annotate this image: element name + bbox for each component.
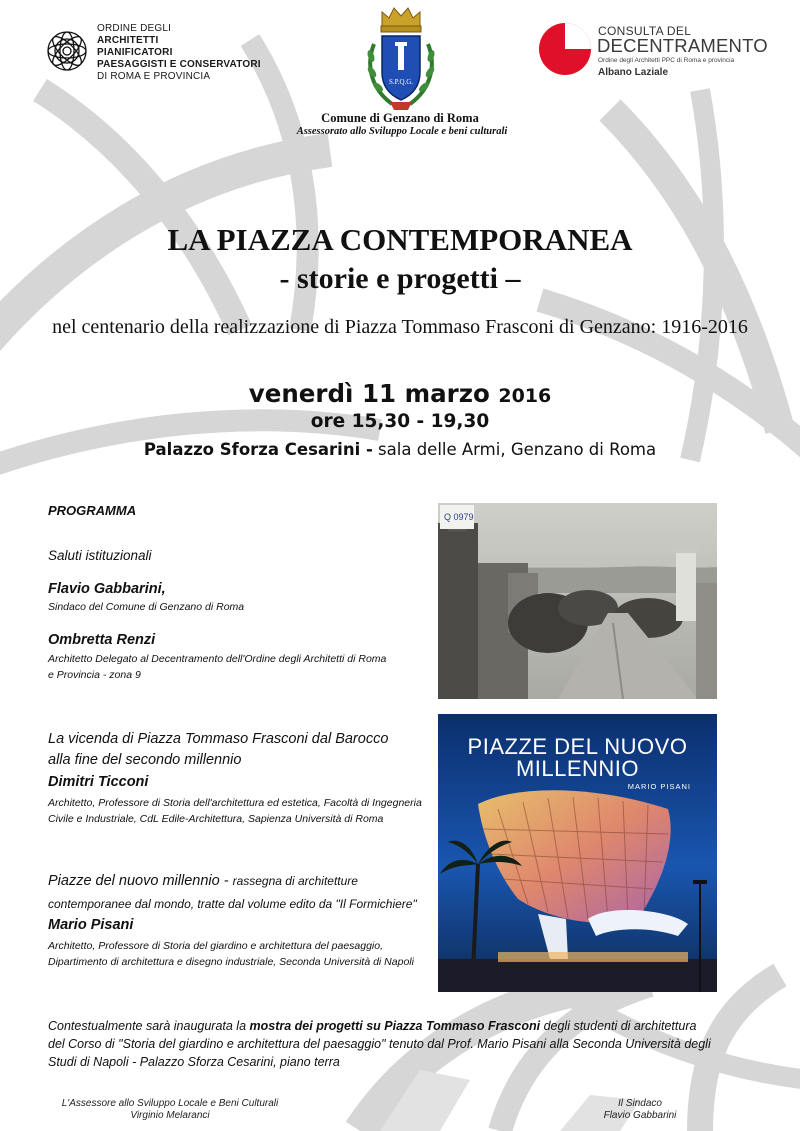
event-date-main: venerdì 11 marzo [248,379,499,408]
comune-subtitle: Assessorato allo Sviluppo Locale e beni culturali [296,126,508,137]
program-greetings: Saluti istituzionali [48,548,152,563]
consulta-line-2: DECENTRAMENTO [597,35,768,56]
event-time: ore 15,30 - 19,30 [310,411,490,432]
consulta-line-1: CONSULTA DEL [598,24,692,38]
speaker-2-role-line-1: Architetto Delegato al Decentramento dell'Ordine degli Architetti di Roma [48,653,387,665]
event-subtitle: - storie e progetti – [279,262,521,295]
book-cover [438,714,717,992]
footer-line-2: del Corso di "Storia del giardino e architettura del paesaggio" tenuto dal Prof. Mario Pisani alla Seconda Università degli [48,1037,711,1051]
talk-1-title-line-1: La vicenda di Piazza Tommaso Frasconi dal Barocco [48,731,389,747]
consulta-logo-icon [538,22,592,76]
book-title-line-2: MILLENNIO [515,756,640,781]
talk-2-title-line-1 [48,871,358,892]
speaker-1-name: Flavio Gabbarini, [48,581,166,597]
footer-exhibition: mostra dei progetti su Piazza Tommaso Frasconi [249,1019,541,1033]
talk-1-title-line-2: alla fine del secondo millennio [48,752,242,768]
ordine-line-2: ARCHITETTI [97,35,159,46]
speaker-3-role-line-2: Civile e Industriale, CdL Edile-Architettura, Sapienza Università di Roma [48,813,384,825]
consulta-line-3: Ordine degli Architetti PPC di Roma e provincia [598,57,735,64]
ordine-line-5: DI ROMA E PROVINCIA [97,71,211,82]
event-date [0,379,800,408]
footer-line-3: Studi di Napoli - Palazzo Sforza Cesarini, piano terra [48,1055,340,1069]
historic-piazza-illustration [438,503,717,699]
signature-right-role: Il Sindaco [618,1098,662,1109]
talk-2-title-rest: rassegna di architetture [232,874,358,888]
footer-line-1 [48,1017,696,1036]
event-venue-rest: sala delle Armi, Genzano di Roma [372,440,657,459]
footer-line-1-post: degli studenti di architettura [540,1019,697,1033]
signature-left-role: L'Assessore allo Sviluppo Locale e Beni Culturali [61,1098,279,1109]
event-date-year: 2016 [498,385,552,407]
speaker-3-role-line-1: Architetto, Professore di Storia dell'architettura ed estetica, Facoltà di Ingegneria [48,797,422,809]
event-occasion: nel centenario della realizzazione di Piazza Tommaso Frasconi di Genzano: 1916-2016 [52,316,748,338]
crest-lettering: S.P.Q.G. [388,78,414,86]
ordine-line-3: PIANIFICATORI [97,47,173,58]
talk-2-title-line-2: contemporanee dal mondo, tratte dal volume edito da "Il Formichiere" [48,897,417,911]
book-title-line-1: PIAZZE DEL NUOVO [467,734,688,759]
ordine-line-1: ORDINE DEGLI [97,23,172,34]
book-author: MARIO PISANI [627,782,691,791]
speaker-2-name: Ombretta Renzi [48,632,156,648]
speaker-2-role-line-2: e Provincia - zona 9 [48,669,141,681]
event-venue [0,440,800,459]
speaker-3-name: Dimitri Ticconi [48,774,149,790]
photo-archive-note: Q 0979 [444,512,474,522]
signature-right-name: Flavio Gabbarini [603,1110,677,1121]
speaker-4-role-line-1: Architetto, Professore di Storia del giardino e architettura del paesaggio, [48,940,384,952]
consulta-line-4: Albano Laziale [598,67,669,78]
event-venue-bold: Palazzo Sforza Cesarini - [143,440,373,459]
speaker-4-role-line-2: Dipartimento di architettura e disegno industriale, Seconda Università di Napoli [48,956,414,968]
signature-left-name: Virginio Melaranci [130,1110,210,1121]
historic-piazza-photo [438,503,717,699]
ordine-architetti-logo-icon [45,25,89,77]
talk-2-title: Piazze del nuovo millennio - [48,873,233,889]
ordine-line-4: PAESAGGISTI E CONSERVATORI [97,59,261,70]
speaker-4-name: Mario Pisani [48,917,134,933]
footer-line-1-pre: Contestualmente sarà inaugurata la [48,1019,250,1033]
program-heading: PROGRAMMA [48,503,137,518]
speaker-1-role: Sindaco del Comune di Genzano di Roma [48,601,245,613]
comune-name: Comune di Genzano di Roma [321,111,479,125]
comune-crest-icon [362,4,440,114]
event-title: LA PIAZZA CONTEMPORANEA [167,222,633,257]
